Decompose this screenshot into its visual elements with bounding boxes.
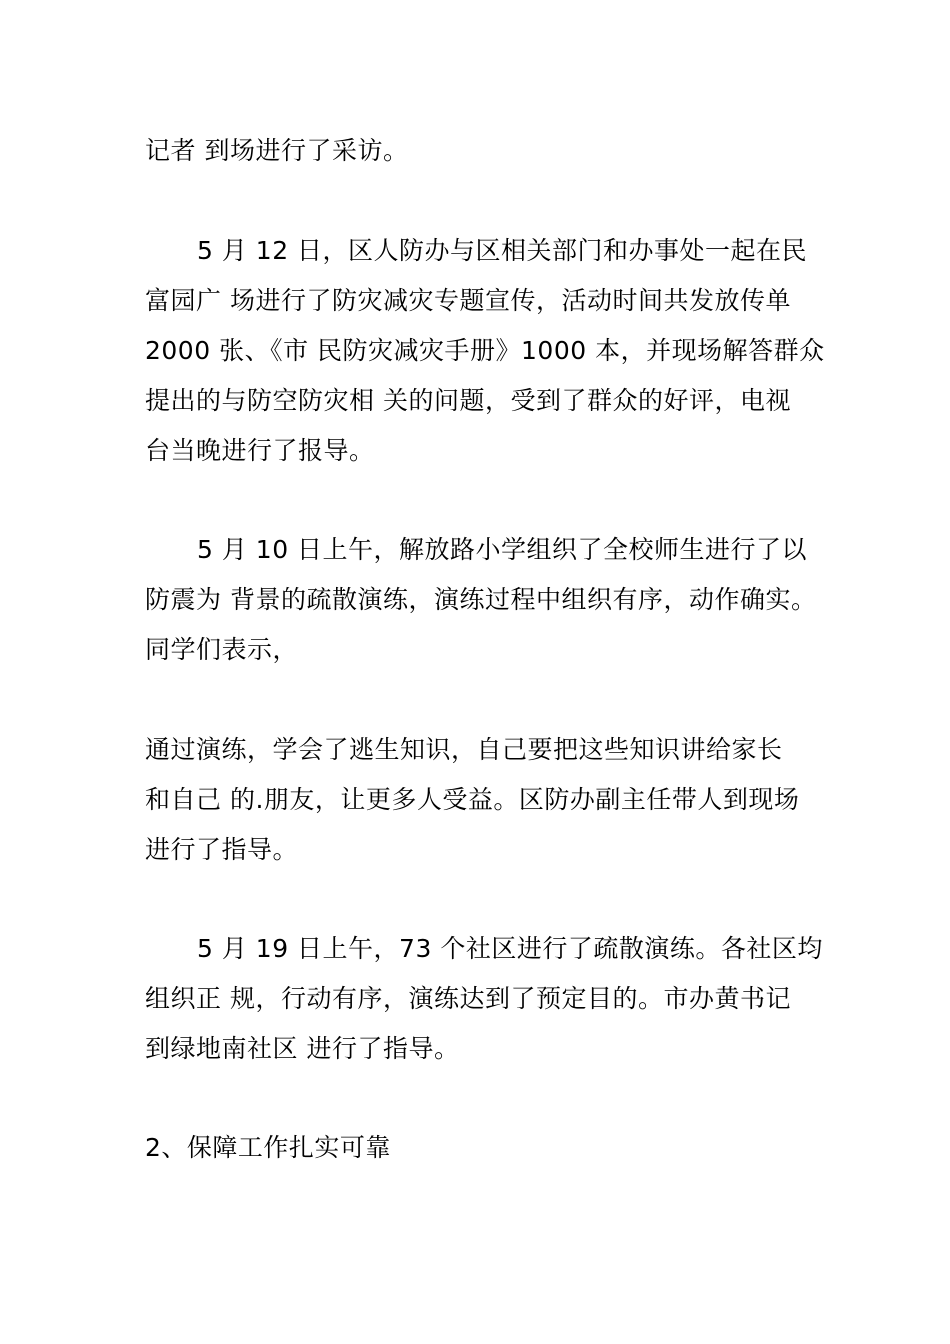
paragraph-line: 到绿地南社区 进行了指导。 (145, 1034, 460, 1063)
paragraph-line: 富园广 场进行了防灾减灾专题宣传，活动时间共发放传单 (145, 286, 791, 315)
paragraph-line: 和自己 的.朋友，让更多人受益。区防办副主任带人到现场 (145, 785, 800, 814)
paragraph-line: 防震为 背景的疏散演练，演练过程中组织有序，动作确实。 (145, 585, 817, 614)
paragraph-line: 2000 张、《市 民防灾减灾手册》1000 本，并现场解答群众 (145, 336, 825, 365)
paragraph-line: 记者 到场进行了采访。 (145, 136, 409, 165)
paragraph-line: 进行了指导。 (145, 835, 299, 864)
paragraph-line: 组织正 规，行动有序，演练达到了预定目的。市办黄书记 (145, 984, 791, 1013)
paragraph-line: 5 月 19 日上午，73 个社区进行了疏散演练。各社区均 (197, 934, 823, 963)
section-heading: 2、保障工作扎实可靠 (145, 1133, 391, 1162)
paragraph-line: 提出的与防空防灾相 关的问题，受到了群众的好评，电视 (145, 386, 791, 415)
paragraph-line: 5 月 12 日，区人防办与区相关部门和办事处一起在民 (197, 236, 808, 265)
paragraph-line: 通过演练，学会了逃生知识，自己要把这些知识讲给家长 (145, 735, 783, 764)
paragraph-line: 台当晚进行了报导。 (145, 436, 375, 465)
paragraph-line: 5 月 10 日上午，解放路小学组织了全校师生进行了以 (197, 535, 808, 564)
paragraph-line: 同学们表示， (145, 635, 299, 664)
